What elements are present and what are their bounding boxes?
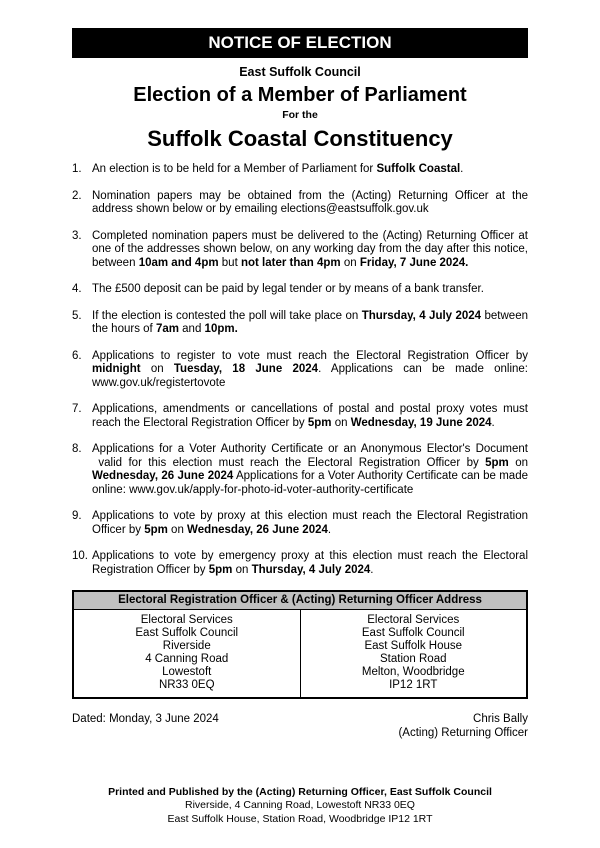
for-the-label: For the — [282, 109, 318, 121]
item-text: The £500 deposit can be paid by legal tender or by means of a bank transfer. — [92, 283, 484, 295]
address-line: NR33 0EQ — [158, 679, 215, 691]
item-number: 2. — [72, 189, 82, 202]
notice-item-4 — [72, 283, 528, 297]
item-text: Applications for a Voter Authority Certificate or an Anonymous Elector's Document valid for this election must reach the Electoral Registration Officer by 5pm on Wednesday, 26 June 2024 Applications for a Voter Authority Certificate can be made online: www.gov.uk/apply-for-photo-id-voter-authority-certificate — [92, 443, 528, 496]
address-line: IP12 1RT — [389, 679, 438, 691]
address-line: Electoral Services — [140, 614, 233, 626]
address-table — [72, 590, 528, 699]
address-line: Riverside — [162, 640, 211, 652]
address-line: Station Road — [380, 653, 447, 665]
item-text: Nomination papers may be obtained from the (Acting) Returning Officer at the address shown below or by emailing elections@eastsuffolk.gov.uk — [92, 189, 528, 215]
notice-item-7 — [72, 403, 528, 430]
item-text: Applications to register to vote must reach the Electoral Registration Officer by midnight on Tuesday, 18 June 2024. Applications can be made online: www.gov.uk/registertovote — [92, 349, 528, 389]
notice-item-1 — [72, 163, 528, 177]
notice-item-9 — [72, 510, 528, 537]
notice-items-list — [72, 163, 528, 577]
item-text: Applications to vote by proxy at this election must reach the Electoral Registration Officer by 5pm on Wednesday, 26 June 2024. — [92, 510, 528, 536]
address-line: Electoral Services — [367, 614, 460, 626]
notice-item-3 — [72, 230, 528, 271]
notice-item-6 — [72, 350, 528, 391]
imprint-line-2: Riverside, 4 Canning Road, Lowestoft NR33 0EQ — [185, 799, 415, 811]
imprint-line-1: Printed and Published by the (Acting) Returning Officer, East Suffolk Council — [108, 785, 492, 798]
signatory-role: (Acting) Returning Officer — [398, 726, 528, 739]
item-text: If the election is contested the poll will take place on Thursday, 4 July 2024 between the hours of 7am and 10pm. — [92, 309, 528, 335]
election-title: Election of a Member of Parliament — [133, 84, 467, 106]
address-line: East Suffolk Council — [135, 627, 239, 639]
notice-item-10 — [72, 550, 528, 577]
notice-item-8 — [72, 443, 528, 497]
item-number: 3. — [72, 229, 82, 242]
signatory-name: Chris Bally — [473, 713, 528, 725]
address-table-header: Electoral Registration Officer & (Acting) Returning Officer Address — [73, 591, 527, 610]
ero-address-lowestoft — [73, 610, 300, 699]
item-text: Applications to vote by emergency proxy at this election must reach the Electoral Registration Officer by 5pm on Thursday, 4 July 2024. — [92, 550, 528, 576]
item-number: 5. — [72, 309, 82, 322]
address-line: Lowestoft — [162, 666, 212, 678]
imprint-line-3: East Suffolk House, Station Road, Woodbridge IP12 1RT — [167, 812, 433, 825]
item-number: 10. — [72, 550, 88, 562]
item-number: 7. — [72, 403, 82, 415]
council-name: East Suffolk Council — [239, 65, 361, 79]
dated-line: Dated: Monday, 3 June 2024 — [72, 713, 219, 725]
item-number: 8. — [72, 443, 82, 455]
item-text: Applications, amendments or cancellations of postal and postal proxy votes must reach the Electoral Registration Officer by 5pm on Wednesday, 19 June 2024. — [92, 403, 528, 429]
constituency-title: Suffolk Coastal Constituency — [147, 126, 453, 151]
signature-row — [72, 713, 528, 740]
item-number: 6. — [72, 349, 82, 362]
address-line: East Suffolk Council — [361, 627, 465, 639]
notice-item-5 — [72, 310, 528, 337]
item-text: An election is to be held for a Member of Parliament for Suffolk Coastal. — [92, 163, 464, 175]
address-line: Melton, Woodbridge — [361, 666, 465, 678]
imprint-block — [0, 786, 600, 827]
item-number: 4. — [72, 283, 82, 295]
item-number: 9. — [72, 510, 82, 522]
notice-item-2 — [72, 190, 528, 217]
item-text: Completed nomination papers must be delivered to the (Acting) Returning Officer at one of the addresses shown below, on any working day from the day after this notice, between 10am and 4pm but not later than 4pm on Friday, 7 June 2024. — [92, 229, 528, 269]
ero-address-woodbridge — [300, 610, 527, 699]
notice-banner: NOTICE OF ELECTION — [72, 28, 528, 58]
address-line: 4 Canning Road — [145, 653, 229, 665]
address-line: East Suffolk House — [364, 640, 463, 652]
signatory-block — [398, 713, 528, 740]
item-number: 1. — [72, 163, 82, 175]
